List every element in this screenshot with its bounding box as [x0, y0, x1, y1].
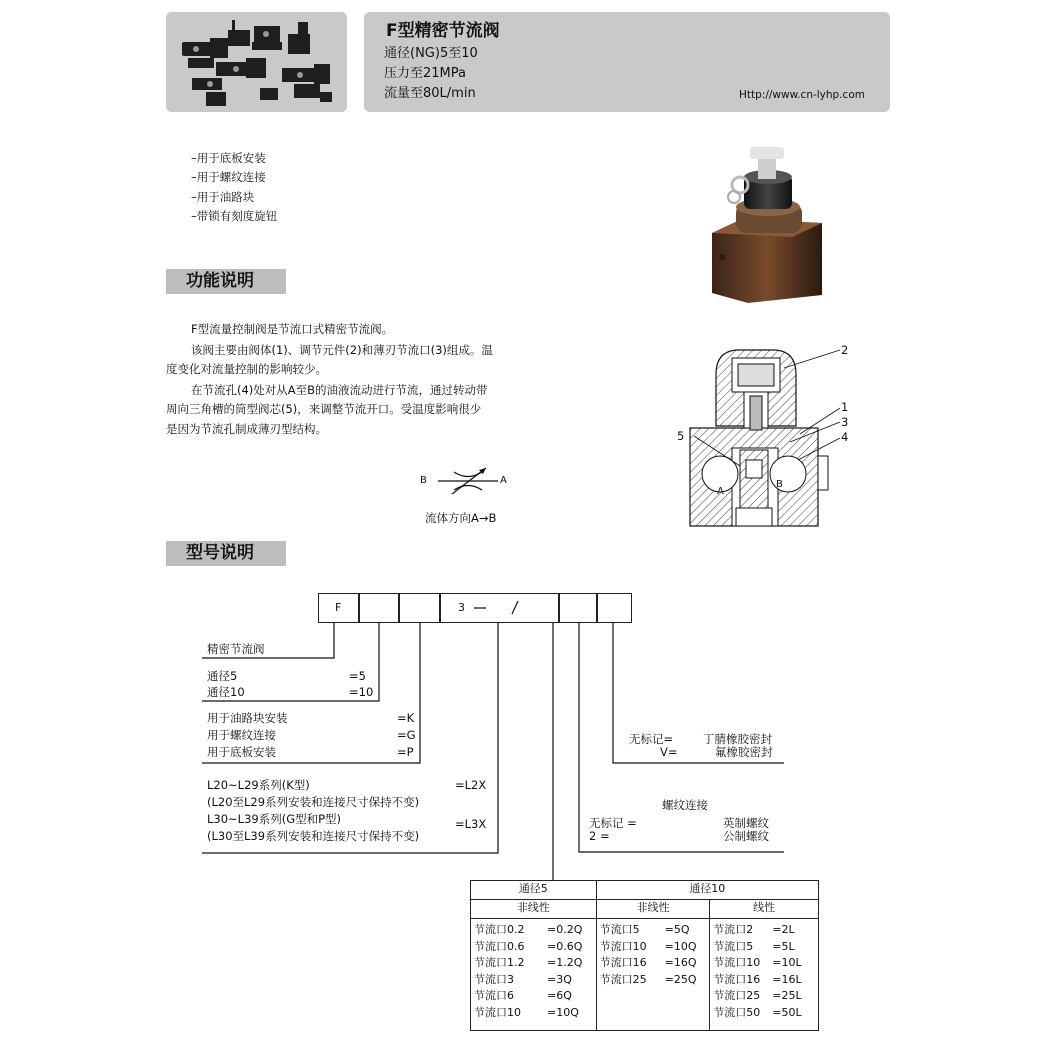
table-row: [471, 922, 596, 939]
table-row: [710, 955, 818, 972]
thread-option-code: 2 =: [589, 829, 610, 843]
table-subheader: 非线性: [596, 900, 710, 919]
series-option-note: (L20至L29系列安装和连接尺寸保持不变): [207, 795, 420, 809]
orifice-code: =5L: [772, 939, 795, 953]
symbol-port-b: B: [420, 475, 427, 486]
orifice-name: 节流口5: [599, 923, 640, 936]
table-column-ng5-nonlinear: [471, 919, 597, 1031]
orifice-code: =5Q: [664, 923, 690, 936]
page-title: F型精密节流阀: [386, 21, 500, 41]
orifice-code: =50L: [772, 1005, 802, 1019]
table-row: [597, 972, 710, 989]
precision-label: 精密节流阀: [207, 642, 265, 656]
table-row: [710, 922, 818, 939]
orifice-name: 节流口0.6: [474, 939, 525, 953]
size-option-code: =5: [349, 669, 366, 683]
table-row: [710, 972, 818, 989]
series-option-note: (L30至L39系列安装和连接尺寸保持不变): [207, 829, 420, 843]
seal-option-code: 无标记=: [629, 732, 674, 746]
table-row: [471, 972, 596, 989]
orifice-name: 节流口25: [599, 972, 647, 986]
mount-option-code: =G: [397, 728, 416, 742]
seal-option-desc: 丁腈橡胶密封: [703, 732, 772, 746]
feature-item: –用于螺纹连接: [191, 170, 266, 184]
orifice-name: 节流口10: [474, 1005, 521, 1019]
port-label-a: A: [717, 486, 724, 497]
section-title: 功能说明: [186, 271, 254, 291]
orifice-name: 节流口1.2: [474, 956, 525, 969]
orifice-code: =3Q: [547, 972, 572, 986]
size-option-code: =10: [349, 685, 374, 699]
table-row: [471, 955, 596, 972]
mount-option-name: 用于螺纹连接: [207, 728, 276, 742]
spec-pressure: 压力至21MPa: [384, 66, 466, 81]
seal-option-desc: 氟橡胶密封: [715, 745, 773, 759]
table-row: [597, 955, 710, 972]
callout-5: 5: [677, 429, 685, 443]
mount-option-name: 用于底板安装: [207, 745, 276, 759]
function-paragraph-line: 周向三角槽的筒型阀芯(5)，来调整节流开口。受温度影响很少: [166, 402, 482, 416]
orifice-name: 节流口2: [713, 923, 754, 936]
orifice-name: 节流口3: [474, 972, 514, 986]
orifice-code: =25Q: [664, 972, 697, 986]
callout-1: 1: [841, 400, 849, 414]
orifice-code: =2L: [772, 923, 795, 936]
feature-item: –用于油路块: [191, 190, 255, 204]
callout-4: 4: [841, 430, 849, 444]
orifice-code: =0.2Q: [547, 923, 583, 936]
orifice-name: 节流口10: [599, 939, 647, 953]
table-column-ng10-nonlinear: [596, 919, 710, 1031]
series-option-code: =L2X: [455, 778, 487, 792]
orifice-code: =10Q: [664, 939, 697, 953]
mount-option-name: 用于油路块安装: [207, 711, 288, 725]
orifice-name: 节流口25: [713, 989, 761, 1002]
throttle-options-table: [470, 880, 819, 1031]
table-row: [710, 1005, 818, 1022]
orifice-name: 节流口10: [713, 956, 761, 969]
function-paragraph-line: F型流量控制阀是节流口式精密节流阀。: [191, 322, 394, 336]
orifice-name: 节流口6: [474, 989, 514, 1002]
seal-option-code: V=: [660, 745, 678, 759]
table-row: [597, 939, 710, 956]
orifice-name: 节流口50: [713, 1005, 761, 1019]
orifice-name: 节流口5: [713, 939, 754, 953]
series-option-name: L20~L29系列(K型): [207, 778, 310, 792]
function-paragraph-line: 该阀主要由阀体(1)、调节元件(2)和薄刃节流口(3)组成。温: [191, 343, 493, 357]
spec-flow: 流量至80L/min: [384, 86, 476, 101]
feature-item: –用于底板安装: [191, 151, 266, 165]
mount-option-code: =P: [397, 745, 414, 759]
table-row: [710, 939, 818, 956]
table-header: 通径5: [471, 881, 597, 900]
section-title: 型号说明: [186, 543, 254, 563]
function-paragraph-line: 是因为节流孔制成薄刃型结构。: [166, 422, 327, 436]
table-subheader: 线性: [710, 900, 819, 919]
table-row: [597, 922, 710, 939]
table-row: [471, 939, 596, 956]
series-option-code: =L3X: [455, 817, 487, 831]
flow-direction-caption: 流体方向A→B: [425, 511, 497, 525]
orifice-code: =16L: [772, 972, 802, 986]
series-option-name: L30~L39系列(G型和P型): [207, 812, 342, 826]
code-box-text: 3: [458, 601, 465, 614]
feature-item: –带锁有刻度旋钮: [191, 209, 278, 223]
orifice-name: 节流口16: [713, 972, 761, 986]
orifice-code: =16Q: [664, 956, 697, 969]
table-row: [471, 988, 596, 1005]
orifice-code: =1.2Q: [547, 956, 583, 969]
function-paragraph-line: 度变化对流量控制的影响较少。: [166, 362, 327, 376]
spec-size: 通径(NG)5至10: [384, 46, 478, 61]
port-label-b: B: [776, 479, 783, 490]
orifice-code: =0.6Q: [547, 939, 583, 953]
callout-3: 3: [841, 415, 849, 429]
table-row: [471, 1005, 596, 1022]
orifice-code: =25L: [772, 989, 802, 1002]
thread-option-desc: 公制螺纹: [723, 829, 769, 843]
function-paragraph-line: 在节流孔(4)处对从A至B的油液流动进行节流，通过转动带: [191, 383, 488, 397]
table-subheader: 非线性: [471, 900, 597, 919]
orifice-name: 节流口16: [599, 956, 647, 969]
orifice-name: 节流口0.2: [474, 923, 525, 936]
table-header: 通径10: [596, 881, 818, 900]
thread-option-code: 无标记 =: [589, 816, 637, 830]
callout-2: 2: [841, 343, 849, 357]
table-row: [710, 988, 818, 1005]
orifice-code: =6Q: [547, 989, 572, 1002]
orifice-code: =10L: [772, 956, 802, 969]
symbol-port-a: A: [500, 475, 507, 486]
table-column-ng10-linear: [710, 919, 819, 1031]
orifice-code: =10Q: [547, 1005, 579, 1019]
size-option-name: 通径5: [207, 669, 238, 683]
thread-option-desc: 英制螺纹: [723, 816, 769, 830]
mount-option-code: =K: [397, 711, 415, 725]
code-box-text: F: [335, 601, 342, 614]
website-url[interactable]: Http://www.cn-lyhp.com: [739, 89, 865, 101]
thread-title: 螺纹连接: [662, 798, 708, 812]
size-option-name: 通径10: [207, 685, 245, 699]
